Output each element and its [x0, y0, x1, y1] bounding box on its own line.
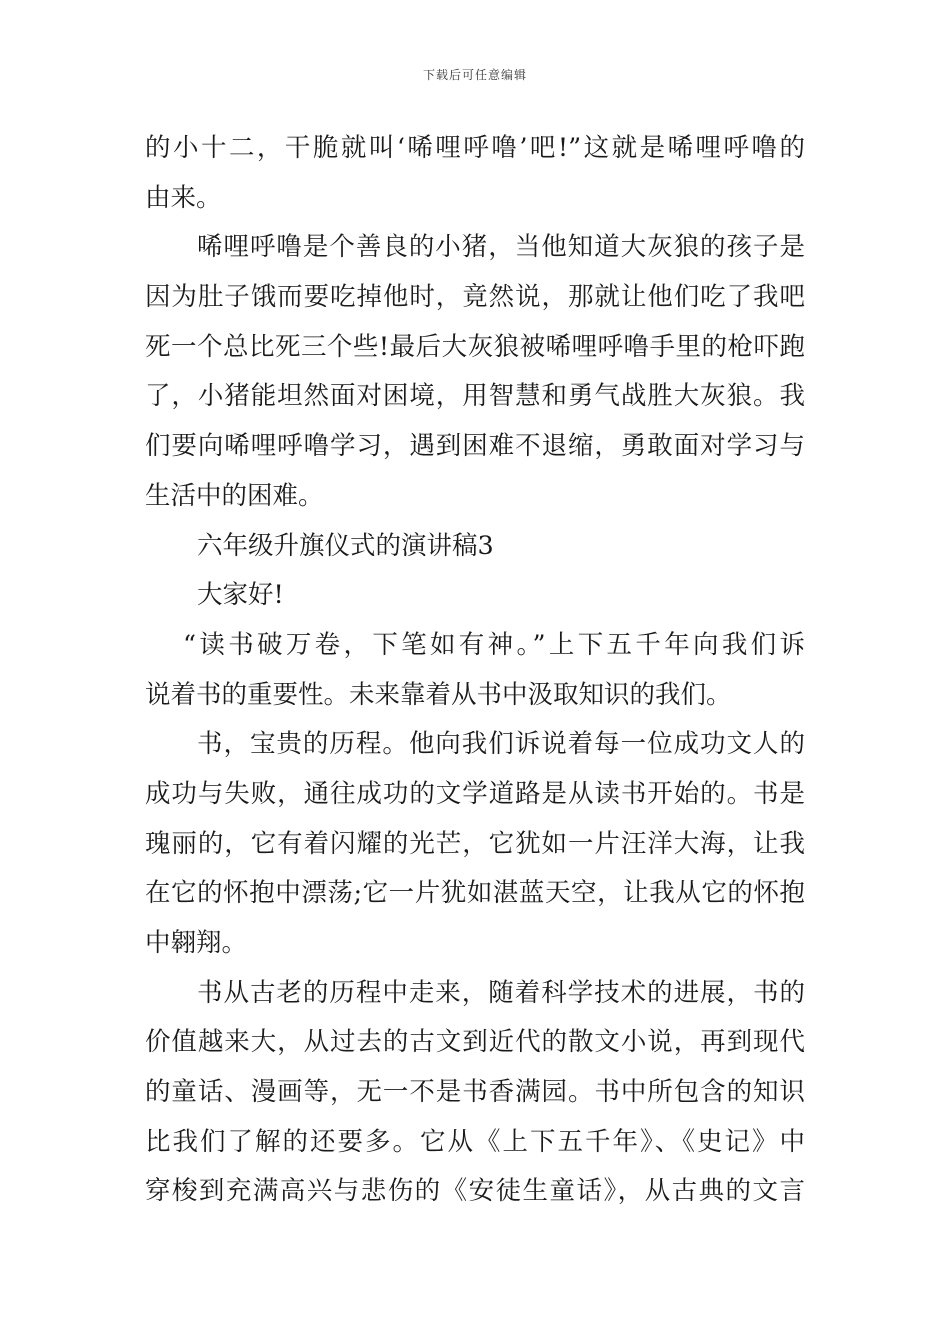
- text-line: 价值越来大，从过去的古文到近代的散文小说，再到现代: [145, 1027, 805, 1058]
- text-line: 比我们了解的还要多。它从《上下五千年》、《史记》中: [145, 1126, 805, 1157]
- text-line: 说着书的重要性。未来靠着从书中汲取知识的我们。: [145, 679, 732, 710]
- text-line: 穿梭到充满高兴与悲伤的《安徒生童话》，从古典的文言: [145, 1176, 805, 1207]
- section-heading: 六年级升旗仪式的演讲稿3: [197, 530, 494, 561]
- text-line: 的小十二，干脆就叫‘唏哩呼噜’吧!”这就是唏哩呼噜的: [145, 133, 805, 163]
- text-line: 由来。: [145, 182, 222, 213]
- greeting-line: 大家好!: [197, 580, 284, 611]
- text-line: 中翱翔。: [145, 928, 248, 958]
- text-line: 瑰丽的，它有着闪耀的光芒，它犹如一片汪洋大海，让我: [145, 828, 805, 859]
- text-line: 唏哩呼噜是个善良的小猪，当他知道大灰狼的孩子是: [197, 232, 805, 263]
- page-header: 下载后可任意编辑: [422, 68, 527, 82]
- text-line: 们要向唏哩呼噜学习，遇到困难不退缩，勇敢面对学习与: [145, 431, 805, 462]
- text-line: “读书破万卷，下笔如有神。”上下五千年向我们诉: [183, 629, 805, 660]
- text-line: 了，小猪能坦然面对困境，用智慧和勇气战胜大灰狼。我: [145, 381, 805, 412]
- text-line: 书，宝贵的历程。他向我们诉说着每一位成功文人的: [197, 729, 805, 760]
- text-line: 成功与失败，通往成功的文学道路是从读书开始的。书是: [145, 778, 805, 809]
- text-line: 书从古老的历程中走来，随着科学技术的进展，书的: [197, 977, 805, 1008]
- text-line: 生活中的困难。: [145, 480, 324, 511]
- document-body: [145, 124, 805, 1217]
- text-line: 在它的怀抱中漂荡;它一片犹如湛蓝天空，让我从它的怀抱: [145, 878, 805, 909]
- text-line: 死一个总比死三个些!最后大灰狼被唏哩呼噜手里的枪吓跑: [145, 331, 805, 362]
- text-line: 的童话、漫画等，无一不是书香满园。书中所包含的知识: [145, 1077, 805, 1108]
- text-line: 因为肚子饿而要吃掉他时，竟然说，那就让他们吃了我吧: [145, 282, 805, 313]
